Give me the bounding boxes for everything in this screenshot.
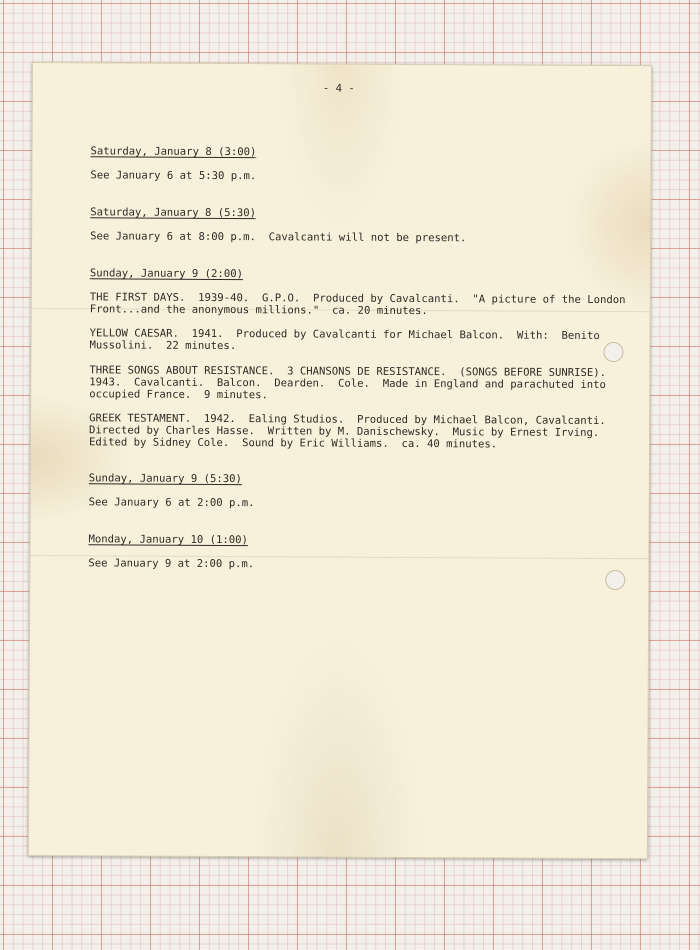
punch-hole [605,570,625,590]
section-line: See January 9 at 2:00 p.m. [88,557,255,571]
film-entry-line: Edited by Sidney Cole. Sound by Eric Williams. ca. 40 minutes. [88,436,498,451]
section-line: See January 6 at 8:00 p.m. Cavalcanti will not be present. [90,230,467,245]
section-heading: Sunday, January 9 (5:30) [88,472,242,486]
film-entry-line: Front...and the anonymous millions." ca. 20 minutes. [89,303,428,318]
film-entry-line: THREE SONGS ABOUT RESISTANCE. 3 CHANSONS DE RESISTANCE. (SONGS BEFORE SUNRISE). [89,364,607,380]
section-heading: Saturday, January 8 (3:00) [90,145,257,159]
film-entry-line: YELLOW CAESAR. 1941. Produced by Cavalcanti for Michael Balcon. With: Benito [89,327,600,342]
page-number: - 4 - [322,82,355,95]
section-heading: Saturday, January 8 (5:30) [90,206,257,220]
section-heading: Monday, January 10 (1:00) [88,533,248,547]
punch-hole [603,342,623,362]
film-entry-line: Directed by Charles Hasse. Written by M. Danischewsky. Music by Ernest Irving. [89,424,600,439]
document-page [28,62,652,859]
film-entry-line: 1943. Cavalcanti. Balcon. Dearden. Cole. Made in England and parachuted into [89,376,606,392]
film-entry-line: occupied France. 9 minutes. [89,388,268,402]
section-heading: Sunday, January 9 (2:00) [89,267,244,281]
section-line: See January 6 at 5:30 p.m. [90,169,257,183]
section-line: See January 6 at 2:00 p.m. [88,496,255,510]
film-entry-line: THE FIRST DAYS. 1939-40. G.P.O. Produced by Cavalcanti. "A picture of the London [89,291,626,307]
film-entry-line: Mussolini. 22 minutes. [89,339,237,353]
film-entry-line: GREEK TESTAMENT. 1942. Ealing Studios. Produced by Michael Balcon, Cavalcanti. [89,412,606,428]
